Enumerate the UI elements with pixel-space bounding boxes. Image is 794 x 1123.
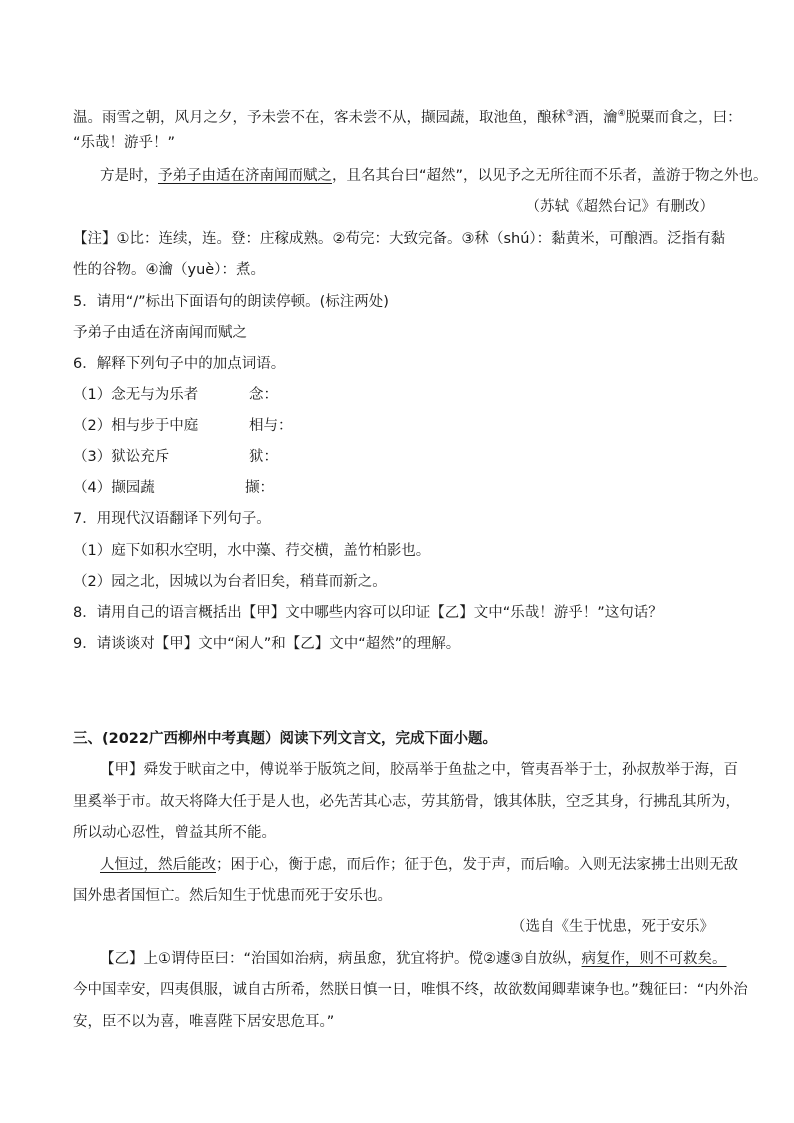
note-marker: ③ <box>566 109 575 119</box>
underlined-sentence: 予弟子由适在济南闻而赋之 <box>158 168 332 184</box>
text-segment: ，且名其台曰“超然”，以见予之无所往而不乐者，盖游于物之外也。 <box>332 168 768 184</box>
question-5: 5．请用“/”标出下面语句的朗读停顿。(标注两处) <box>73 294 389 310</box>
jia-line-4 <box>100 855 760 875</box>
jia-line-1: 【甲】舜发于畎亩之中，傅说举于版筑之间，胶鬲举于鱼盐之中，管夷吾举于士，孙叔敖举于海，百 <box>100 762 738 778</box>
note-marker: ③ <box>510 951 524 967</box>
jia-line-5: 国外患者国恒亡。然后知生于忧患而死于安乐也。 <box>73 888 392 904</box>
text-segment: 谓侍臣曰：“治国如治病，病虽愈，犹宜将护。傥 <box>171 951 484 967</box>
item-word: 相与： <box>249 418 293 434</box>
question-8: 8．请用自己的语言概括出【甲】文中哪些内容可以印证【乙】文中“乐哉！游乎！”这句话？ <box>73 605 663 621</box>
item-word: 狱： <box>249 449 278 465</box>
question-5-sentence: 予弟子由适在济南闻而赋之 <box>73 325 247 341</box>
item-word: 撷： <box>245 480 274 496</box>
item-word: 念： <box>249 387 278 403</box>
yi-line-2: 今中国幸安，四夷俱服，诚自古所希，然朕日慎一日，唯惧不终，故欲数闻卿辈谏争也。”魏征曰：“内外治 <box>73 982 748 998</box>
question-6: 6．解释下列句子中的加点词语。 <box>73 356 286 372</box>
question-6-item <box>73 416 733 436</box>
item-sentence: （3）狱讼充斥 <box>73 449 170 465</box>
text-segment: 酒，瀹 <box>574 109 618 126</box>
question-7-item-2: （2）园之北，因城以为台者旧矣，稍葺而新之。 <box>73 574 387 590</box>
passage-line-3 <box>100 166 768 186</box>
yi-line-1 <box>100 949 760 969</box>
underlined-sentence: 人恒过，然后能改 <box>100 857 216 873</box>
question-7-item-1: （1）庭下如积水空明，水中藻、荇交横，盖竹柏影也。 <box>73 543 431 559</box>
underlined-sentence: 病复作，则不可救矣。 <box>581 951 727 967</box>
question-6-item <box>73 478 733 498</box>
passage-source: （苏轼《超然台记》有删改） <box>525 199 714 215</box>
item-sentence: （2）相与步于中庭 <box>73 418 199 434</box>
question-6-item <box>73 385 733 405</box>
section-3-heading: 三、(2022广西柳州中考真题）阅读下列文言文，完成下面小题。 <box>73 731 497 747</box>
text-segment: 脱粟而食之，曰： <box>625 109 742 126</box>
notes-line-1: 【注】①比：连续，连。登：庄稼成熟。②苟完：大致完备。③秫（shú）：黏黄米，可酿酒。泛指有黏 <box>73 231 726 247</box>
jia-line-3: 所以动心忍性，曾益其所不能。 <box>73 825 276 841</box>
notes-line-2: 性的谷物。④瀹（yuè）：煮。 <box>73 262 265 278</box>
question-9: 9．请谈谈对【甲】文中“闲人”和【乙】文中“超然”的理解。 <box>73 636 461 652</box>
text-segment: 温。雨雪之朝，风月之夕，予未尝不在，客未尝不从，撷园蔬，取池鱼，酿秫 <box>73 109 566 126</box>
text-segment: 遽 <box>496 951 511 967</box>
note-marker: ④ <box>617 109 626 119</box>
jia-line-2: 里奚举于市。故天将降大任于是人也，必先苦其心志，劳其筋骨，饿其体肤，空乏其身，行拂乱其所为， <box>73 794 740 810</box>
note-marker: ① <box>158 951 171 967</box>
question-7: 7．用现代汉语翻译下列句子。 <box>73 511 271 527</box>
question-6-item <box>73 447 733 467</box>
item-sentence: （4）撷园蔬 <box>73 480 155 496</box>
text-segment: 方是时， <box>100 168 158 184</box>
item-sentence: （1）念无与为乐者 <box>73 387 199 403</box>
text-segment: ；困于心，衡于虑，而后作；征于色，发于声，而后喻。入则无法家拂士出则无敌 <box>216 857 738 873</box>
yi-line-3: 安，臣不以为喜，唯喜陛下居安思危耳。” <box>73 1014 335 1030</box>
jia-source: （选自《生于忧患，死于安乐》 <box>511 919 714 935</box>
text-segment: 自放纵， <box>523 951 582 967</box>
text-segment: 【乙】上 <box>100 951 158 967</box>
note-marker: ② <box>483 951 497 967</box>
passage-line-2: “乐哉！游乎！” <box>73 135 176 151</box>
passage-line-1 <box>73 104 742 128</box>
